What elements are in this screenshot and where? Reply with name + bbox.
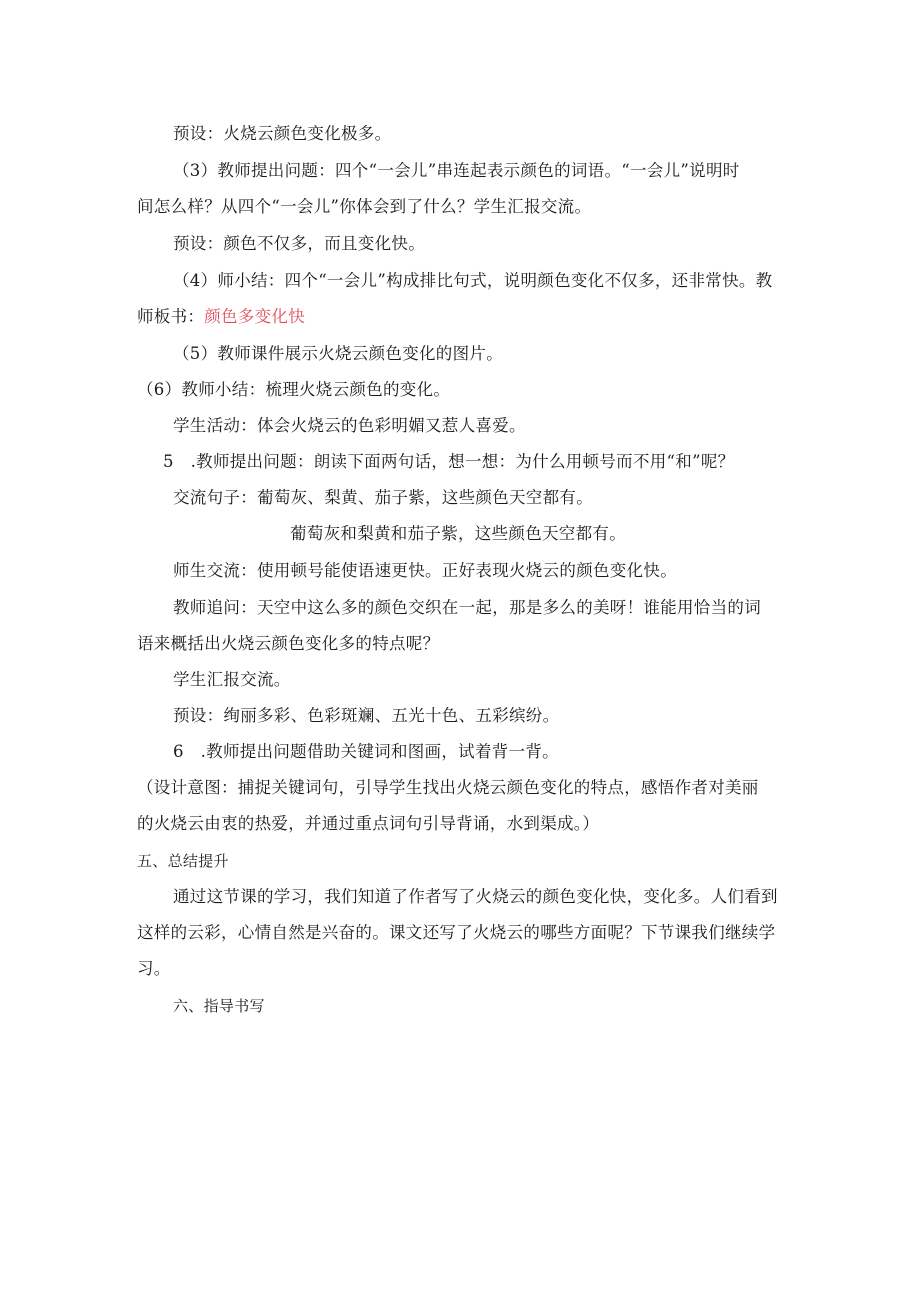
text-line: 间怎么样？从四个“一会儿”你体会到了什么？学生汇报交流。 — [137, 197, 592, 216]
board-writing-prefix: 师板书： — [137, 307, 205, 326]
board-writing-line — [137, 307, 305, 327]
text-line: 预设：颜色不仅多，而且变化快。 — [173, 234, 425, 253]
text-line-centered: 葡萄灰和梨黄和茄子紫，这些颜色天空都有。 — [290, 524, 626, 543]
text-line: 教师追问：天空中这么多的颜色交织在一起，那是多么的美呀！谁能用恰当的词 — [173, 598, 761, 617]
numbered-step: 5 .教师提出问题：朗读下面两句话，想一想：为什么用顿号而不用“和”呢？ — [163, 452, 735, 471]
section-heading: 六、指导书写 — [173, 997, 265, 1015]
text-line: （5）教师课件展示火烧云颜色变化的图片。 — [173, 344, 503, 363]
text-line: 学生汇报交流。 — [173, 670, 291, 689]
section-heading: 五、总结提升 — [137, 852, 229, 870]
text-line: 这样的云彩，心情自然是兴奋的。课文还写了火烧云的哪些方面呢？下节课我们继续学 — [137, 923, 776, 942]
text-line: （4）师小结：四个“一会儿”构成排比句式，说明颜色变化不仅多，还非常快。教 — [173, 271, 773, 290]
text-line: （6）教师小结：梳理火烧云颜色的变化。 — [137, 380, 451, 399]
numbered-step: 6 .教师提出问题借助关键词和图画，试着背一背。 — [173, 742, 559, 761]
text-line: 通过这节课的学习，我们知道了作者写了火烧云的颜色变化快，变化多。人们看到 — [173, 887, 778, 906]
design-intent-line: 的火烧云由衷的热爱，并通过重点词句引导背诵，水到渠成。） — [137, 814, 600, 833]
board-writing-highlight: 颜色多变化快 — [204, 307, 306, 326]
text-line: 预设：火烧云颜色变化极多。 — [173, 124, 392, 143]
text-line: 师生交流：使用顿号能使语速更快。正好表现火烧云的颜色变化快。 — [173, 561, 677, 580]
text-line: 语来概括出火烧云颜色变化多的特点呢？ — [137, 634, 440, 653]
text-line: 预设：绚丽多彩、色彩斑斓、五光十色、五彩缤纷。 — [173, 706, 560, 725]
text-line: （3）教师提出问题：四个“一会儿”串连起表示颜色的词语。“一会儿”说明时 — [173, 161, 740, 180]
design-intent-line: （设计意图：捕捉关键词句，引导学生找出火烧云颜色变化的特点，感悟作者对美丽 — [137, 778, 759, 797]
text-line: 交流句子：葡萄灰、梨黄、茄子紫，这些颜色天空都有。 — [173, 488, 593, 507]
text-line: 学生活动：体会火烧云的色彩明媚又惹人喜爱。 — [173, 416, 526, 435]
text-line: 习。 — [137, 959, 171, 978]
